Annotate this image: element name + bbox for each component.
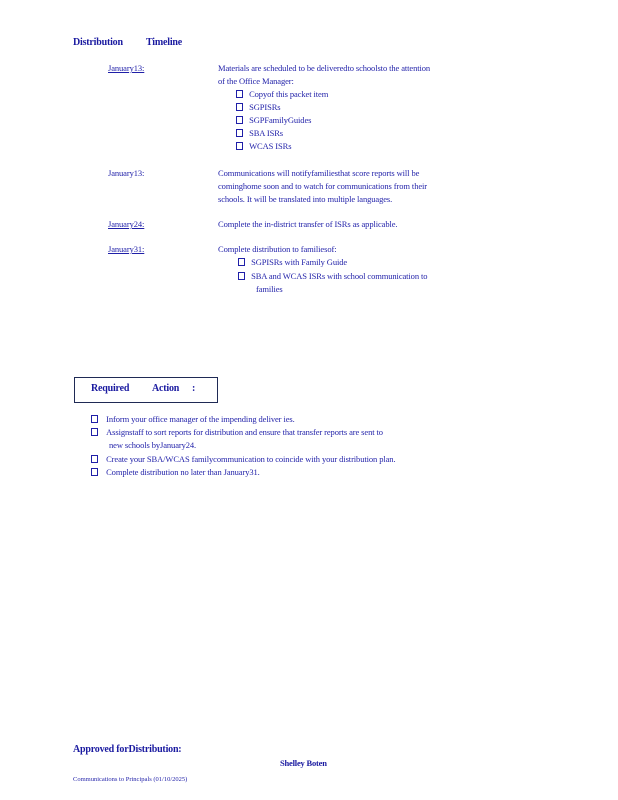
bullet-icon xyxy=(236,90,243,98)
bullet-icon xyxy=(91,415,98,423)
bullet-icon xyxy=(236,116,243,124)
list-item: SBA ISRs xyxy=(236,127,283,140)
approval-label: Approved forDistribution: xyxy=(73,744,182,755)
timeline-text-line: Complete distribution to familiesof: xyxy=(218,244,337,254)
timeline-text-line: schools. It will be translated into multiple languages. xyxy=(218,194,393,204)
list-item: SGPISRs with Family Guide xyxy=(238,256,347,269)
timeline-date: January13: xyxy=(108,168,145,178)
required-action-title: Action xyxy=(152,383,180,394)
bullet-icon xyxy=(238,272,245,280)
list-item: SGPISRs xyxy=(236,101,281,114)
bullet-icon xyxy=(91,468,98,476)
list-item: Assignstaff to sort reports for distribution and ensure that transfer reports are sent to xyxy=(91,426,383,439)
bullet-icon xyxy=(91,428,98,436)
bullet-icon xyxy=(236,129,243,137)
list-item: Copyof this packet item xyxy=(236,88,328,101)
required-action-title: Required xyxy=(91,383,130,394)
bullet-icon xyxy=(91,455,98,463)
list-item: Inform your office manager of the impending deliver ies. xyxy=(91,413,295,426)
list-item: SBA and WCAS ISRs with school communication to xyxy=(238,270,427,283)
timeline-text-line: cominghome soon and to watch for communications from their xyxy=(218,181,428,191)
timeline-text-line: Complete the in-district transfer of ISRs as applicable. xyxy=(218,219,398,229)
timeline-date: January24: xyxy=(108,219,145,229)
footer-text: Communications to Principals (01/10/2025) xyxy=(73,776,188,783)
list-item: Complete distribution no later than January31. xyxy=(91,466,260,479)
timeline-text-line: Materials are scheduled to be deliveredto schoolsto the attention xyxy=(218,63,431,73)
list-item: WCAS ISRs xyxy=(236,140,291,153)
required-action-title: : xyxy=(192,383,196,394)
bullet-icon xyxy=(238,258,245,266)
distribution-header: Distribution xyxy=(73,37,123,48)
list-item-continuation: new schools byJanuary24. xyxy=(109,440,197,450)
approver-name: Shelley Boten xyxy=(280,758,327,768)
timeline-text-line: Communications will notifyfamiliesthat score reports will be xyxy=(218,168,420,178)
bullet-icon xyxy=(236,103,243,111)
timeline-date: January13: xyxy=(108,63,145,73)
timeline-header: Timeline xyxy=(146,37,182,48)
bullet-icon xyxy=(236,142,243,150)
list-item-continuation: families xyxy=(256,284,283,294)
timeline-date: January31: xyxy=(108,244,145,254)
list-item: SGPFamilyGuides xyxy=(236,114,311,127)
timeline-text-line: of the Office Manager: xyxy=(218,76,294,86)
list-item: Create your SBA/WCAS familycommunication to coincide with your distribution plan. xyxy=(91,453,395,466)
